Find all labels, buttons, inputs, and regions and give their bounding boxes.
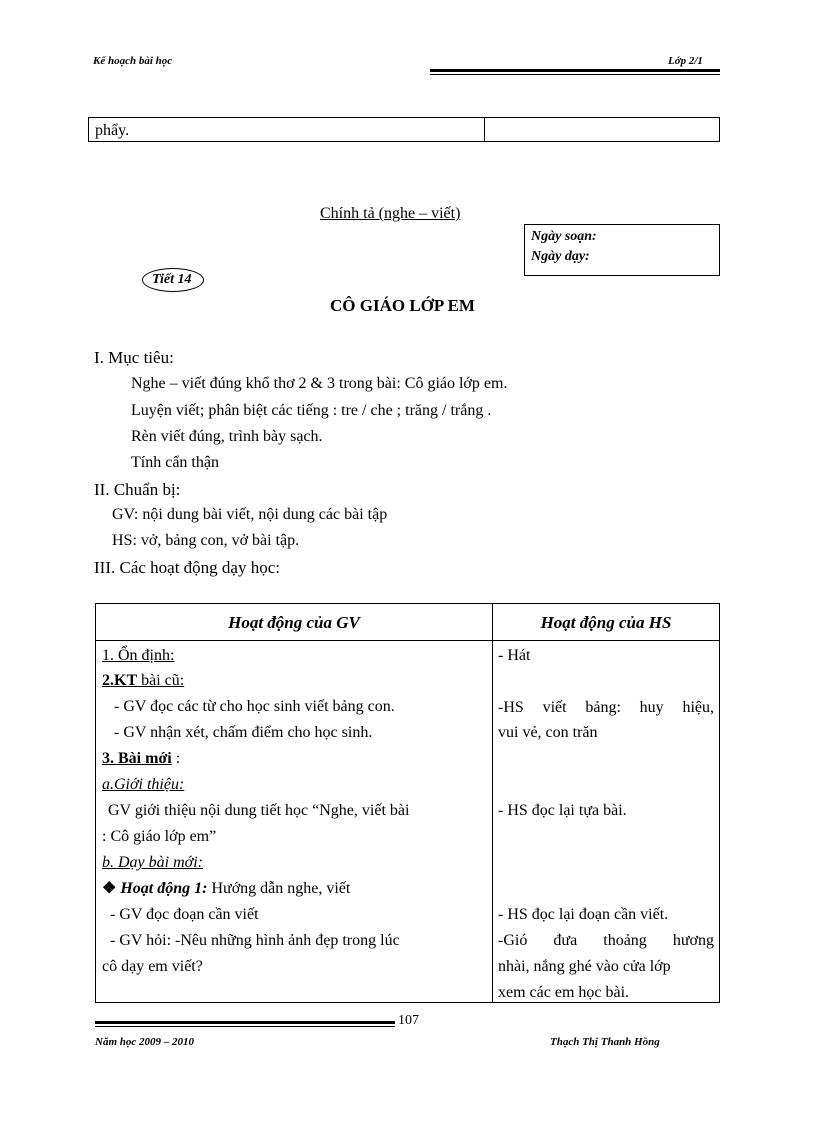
gv-step-2	[102, 671, 486, 697]
activity-header-gv	[95, 603, 493, 641]
objective-3: Rèn viết đúng, trình bày sạch.	[131, 428, 323, 445]
header-right: Lớp 2/1	[668, 55, 703, 67]
subject-title: Chính tả (nghe – viết)	[320, 205, 461, 222]
top-table-cell-left	[88, 117, 485, 142]
gv-step-2-item-1: - GV đọc các từ cho học sinh viết bảng con.	[114, 698, 395, 715]
header-rule-thick	[430, 69, 720, 72]
footer-right: Thạch Thị Thanh Hồng	[550, 1036, 660, 1048]
gv-intro-text-1: GV giới thiệu nội dung tiết học “Nghe, viết bài	[108, 802, 410, 819]
period-badge	[142, 268, 204, 292]
activity-1-rest: Hướng dẫn nghe, viết	[207, 880, 351, 897]
footer-rule-thick	[95, 1021, 395, 1024]
gv-step-3-label	[102, 750, 176, 767]
gv-step-1-label: 1. Ổn định:	[102, 647, 175, 664]
date-taught: Ngày dạy:	[531, 249, 590, 264]
hs-response-3: - HS đọc lại tựa bài.	[498, 802, 627, 819]
hs-response-4: - HS đọc lại đoạn cần viết.	[498, 906, 669, 923]
section2-heading: II. Chuẩn bị:	[94, 480, 181, 499]
page-number: 107	[398, 1013, 419, 1028]
hs-response-5b: nhài, nắng ghé vào cửa lớp	[498, 958, 671, 975]
gv-activity-1-item-1: - GV đọc đoạn cần viết	[110, 906, 259, 923]
section3-heading: III. Các hoạt động dạy học:	[94, 558, 280, 577]
activity-header-hs	[492, 603, 720, 641]
header-rule-thin	[430, 74, 720, 75]
activity-1-bullet-icon: ❖	[102, 880, 117, 897]
hs-response-5a: -Gió đưa thoảng hương	[498, 932, 714, 949]
gv-activity-1-item-3: cô dạy em viết?	[102, 958, 203, 975]
date-prepared: Ngày soạn:	[531, 229, 597, 244]
period-label: Tiết 14	[152, 272, 192, 287]
gv-step-3-colon: :	[175, 750, 181, 767]
gv-column	[102, 646, 486, 983]
col-gv-header: Hoạt động của GV	[228, 613, 360, 632]
hs-response-2b: vui vẻ, con trăn	[498, 724, 598, 741]
prep-gv: GV: nội dung bài viết, nội dung các bài tập	[112, 506, 388, 523]
objective-4: Tính cẩn thận	[131, 454, 219, 471]
lesson-title: CÔ GIÁO LỚP EM	[330, 296, 475, 315]
activity-1-label: Hoạt động 1:	[120, 880, 208, 897]
col-hs-header: Hoạt động của HS	[540, 613, 672, 632]
section1-heading-text: I. Mục tiêu:	[94, 348, 174, 367]
objective-2: Luyện viết; phân biệt các tiếng : tre / che ; trăng / trắng .	[131, 402, 492, 419]
prep-hs: HS: vở, bảng con, vở bài tập.	[112, 532, 300, 549]
gv-step-2-bold: 2.KT	[102, 672, 138, 689]
gv-intro-text-2: : Cô giáo lớp em”	[102, 828, 217, 845]
gv-activity-1-item-2: - GV hỏi: -Nêu những hình ảnh đẹp trong lúc	[110, 932, 400, 949]
hs-response-2a: -HS viết bảng: huy hiệu,	[498, 699, 714, 716]
top-table-cell-right	[484, 117, 720, 142]
hs-response-5c: xem các em học bài.	[498, 984, 630, 1001]
objective-1: Nghe – viết đúng khổ thơ 2 & 3 trong bài: Cô giáo lớp em.	[131, 375, 508, 392]
gv-step-2-item-2: - GV nhận xét, chấm điểm cho học sinh.	[114, 724, 373, 741]
top-table-text: phẩy.	[95, 122, 130, 139]
footer-rule-thin	[95, 1026, 395, 1027]
gv-step-2-rest: bài cũ:	[137, 672, 185, 689]
footer-left: Năm học 2009 – 2010	[95, 1036, 194, 1048]
gv-step-3-text: 3. Bài mới	[102, 750, 172, 767]
header-left: Kế hoạch bài học	[93, 55, 173, 67]
gv-step-1	[102, 646, 486, 671]
gv-step-3	[102, 749, 486, 775]
gv-intro-label: a.Giới thiệu:	[102, 776, 185, 793]
gv-activity-1	[102, 879, 486, 905]
section1-heading	[94, 348, 174, 368]
hs-response-1: - Hát	[498, 647, 531, 664]
date-box	[524, 224, 720, 276]
gv-new-lesson-label: b. Dạy bài mới:	[102, 854, 203, 871]
